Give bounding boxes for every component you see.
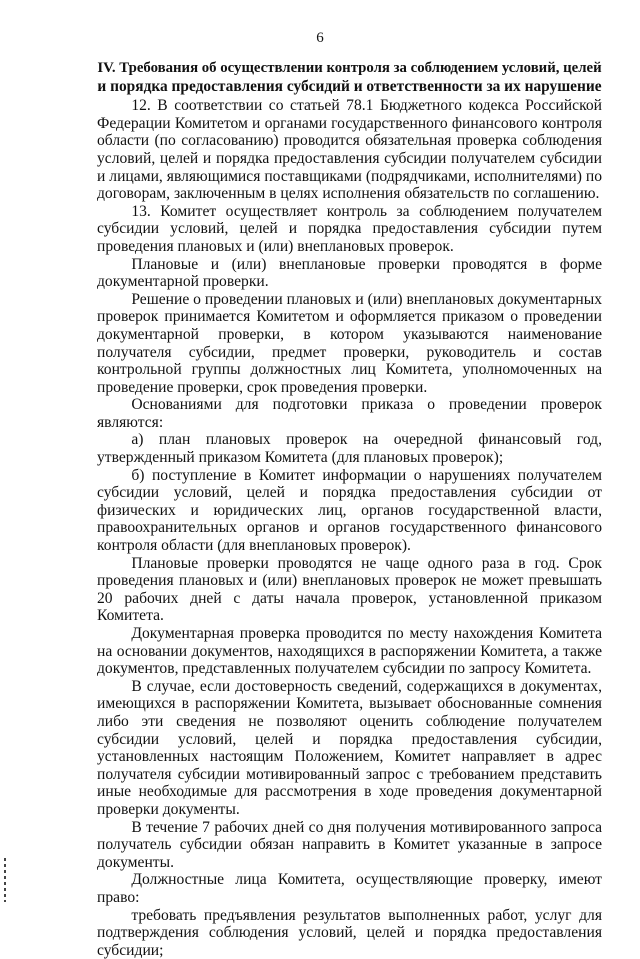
section-heading-line-2: и порядка предоставления субсидий и ответственности за их нарушение xyxy=(97,78,602,96)
paragraph-12: 12. В соответствии со статьей 78.1 Бюджетного кодекса Российской Федерации Комитетом и органами государственного финансового контроля области (по согласованию) проводится обязательная проверка соблюдения условий, целей и порядка предоставления субсидии получателем субсидии и лицами, являющимися поставщиками (подрядчиками, исполнителями) по договорам, заключенным в целях исполнения обязательств по соглашению. xyxy=(97,97,602,203)
paragraph-officials-rights: Должностные лица Комитета, осуществляющие проверку, имеют право: xyxy=(97,871,602,906)
document-body xyxy=(97,60,602,959)
list-item-b: б) поступление в Комитет информации о нарушениях получателем субсидии условий, целей и порядка предоставления субсидии от физических и юридических лиц, органов государственной власти, правоохранительных органов и органов государственного финансового контроля области (для внеплановых проверок). xyxy=(97,467,602,555)
scan-edge-mark xyxy=(4,858,6,902)
paragraph-13: 13. Комитет осуществляет контроль за соблюдением получателем субсидии условий, целей и порядка предоставления субсидии путем проведения плановых и (или) внеплановых проверок. xyxy=(97,203,602,256)
paragraph-order-grounds: Основаниями для подготовки приказа о проведении проверок являются: xyxy=(97,396,602,431)
list-item-a: а) план плановых проверок на очередной финансовый год, утвержденный приказом Комитета (для плановых проверок); xyxy=(97,431,602,466)
paragraph-doubtful-information: В случае, если достоверность сведений, содержащихся в документах, имеющихся в распоряжении Комитета, вызывает обоснованные сомнения либо эти сведения не позволяют оценить соблюдение получателем субсидии условий, целей и порядка предоставления субсидии, установленных настоящим Положением, Комитет направляет в адрес получателя субсидии мотивированный запрос с требованием представить иные необходимые для рассмотрения в ходе проведения документарной проверки документы. xyxy=(97,678,602,819)
section-heading-line-1: IV. Требования об осуществлении контроля за соблюдением условий, целей xyxy=(97,60,602,78)
paragraph-documentary-inspection: Документарная проверка проводится по месту нахождения Комитета на основании документов, находящихся в распоряжении Комитета, а также документов, представленных получателем субсидии по запросу Комитета. xyxy=(97,625,602,678)
paragraph-inspection-frequency: Плановые проверки проводятся не чаще одного раза в год. Срок проведения плановых и (или) внеплановых проверок не может превышать 20 рабочих дней с даты начала проверок, установленной приказом Комитета. xyxy=(97,555,602,625)
paragraph-inspection-decision: Решение о проведении плановых и (или) внеплановых документарных проверок принимается Комитетом и оформляется приказом о проведении документарной проверки, в котором указываются наименование получателя субсидии, предмет проверки, руководитель и состав контрольной группы должностных лиц Комитета, уполномоченных на проведение проверки, срок проведения проверки. xyxy=(97,291,602,397)
paragraph-response-deadline: В течение 7 рабочих дней со дня получения мотивированного запроса получатель субсидии обязан направить в Комитет указанные в запросе документы. xyxy=(97,819,602,872)
paragraph-require-results: требовать предъявления результатов выполненных работ, услуг для подтверждения соблюдения условий, целей и порядка предоставления субсидии; xyxy=(97,907,602,959)
page-number: 6 xyxy=(0,30,640,47)
section-heading xyxy=(97,60,602,95)
paragraph-inspection-form: Плановые и (или) внеплановые проверки проводятся в форме документарной проверки. xyxy=(97,256,602,291)
